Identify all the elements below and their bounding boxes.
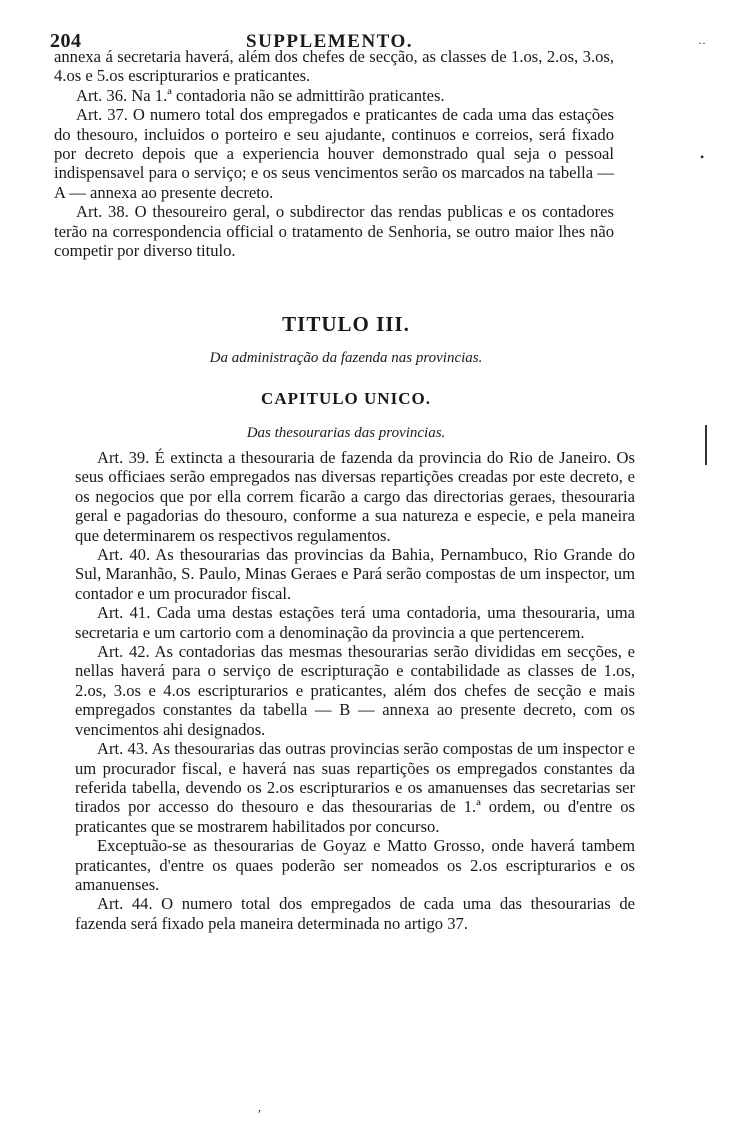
paragraph-exception: Exceptuão-se as thesourarias de Goyaz e Matto Grosso, onde haverá tambem praticantes, d'entre os quaes poderão ser nomeados os 2.os escripturarios e os amanuenses. — [75, 836, 635, 894]
page-number: 204 — [50, 30, 82, 52]
bottom-speck-icon: , — [258, 1100, 261, 1114]
text-block-bottom — [75, 448, 635, 933]
margin-speck-icon: ·· — [698, 36, 706, 50]
paragraph-art-41: Art. 41. Cada uma destas estações terá uma contadoria, uma thesouraria, uma secretaria e um cartorio com a denominação da provincia a que pertencerem. — [75, 603, 635, 642]
capitulo-subheading: Das thesourarias das provincias. — [246, 425, 446, 441]
paragraph-art-43: Art. 43. As thesourarias das outras provincias serão compostas de um inspector e um procurador fiscal, e haverá nas suas repartições os empregados constantes da referida tabella, devendo os 2.os escripturarios e os amanuenses das secretarias ser tirados por accesso do thesouro e das thesourarias de 1.ª ordem, ou d'entre os praticantes que se mostrarem habilitados por concurso. — [75, 739, 635, 836]
paragraph-art-36: Art. 36. Na 1.ª contadoria não se admittirão praticantes. — [76, 85, 445, 105]
paragraph-art-40: Art. 40. As thesourarias das provincias da Bahia, Pernambuco, Rio Grande do Sul, Maranhão, S. Paulo, Minas Geraes e Pará serão compostas de um inspector, um contador e um procurador fiscal. — [75, 545, 635, 603]
paragraph-art-39: Art. 39. É extincta a thesouraria de fazenda da provincia do Rio de Janeiro. Os seus officiaes serão empregados nas diversas repartições creadas por este decreto, e os negocios que por ella correm ficarão a cargo das directorias geraes, thesouraria geral e pagadorias do thesouro, conforme a sua natureza e especie, e pela maneira que determinarem os respectivos regulamentos. — [75, 448, 635, 545]
paragraph-art-42: Art. 42. As contadorias das mesmas thesourarias serão divididas em secções, e nellas haverá para o serviço de escripturação e contabilidade as classes de 1.os, 2.os, 3.os e 4.os escripturarios e praticantes, além dos chefes de secção e mais empregados constantes da tabella — B — annexa ao presente decreto, com os vencimentos ahi designados. — [75, 642, 635, 739]
text-block-top — [54, 47, 614, 260]
titulo-subheading: Da administração da fazenda nas provincias. — [209, 350, 483, 366]
paragraph-continuation: annexa á secretaria haverá, além dos chefes de secção, as classes de 1.os, 2.os, 3.os, 4.os e 5.os escripturarios e praticantes. — [54, 47, 614, 86]
running-title: SUPPLEMENTO. — [246, 31, 414, 52]
margin-rule-mark — [705, 425, 707, 465]
titulo-heading: TITULO III. — [282, 312, 410, 336]
paragraph-art-44: Art. 44. O numero total dos empregados de cada uma das thesourarias de fazenda será fixado pela maneira determinada no artigo 37. — [75, 894, 635, 933]
paragraph-art-38: Art. 38. O thesoureiro geral, o subdirector das rendas publicas e os contadores terão na correspondencia official o tratamento de Senhoria, se outro maior lhes não competir por diverso titulo. — [54, 202, 614, 261]
paragraph-art-37: Art. 37. O numero total dos empregados e praticantes de cada uma das estações do thesouro, incluidos o porteiro e seu ajudante, continuos e correios, será fixado por decreto depois que a experiencia houver demonstrado qual seja o pessoal indispensavel para o serviço; e os seus vencimentos serão os marcados na tabella — A — annexa ao presente decreto. — [54, 105, 614, 202]
capitulo-heading: CAPITULO UNICO. — [261, 389, 431, 408]
margin-dot-icon: • — [700, 150, 705, 164]
